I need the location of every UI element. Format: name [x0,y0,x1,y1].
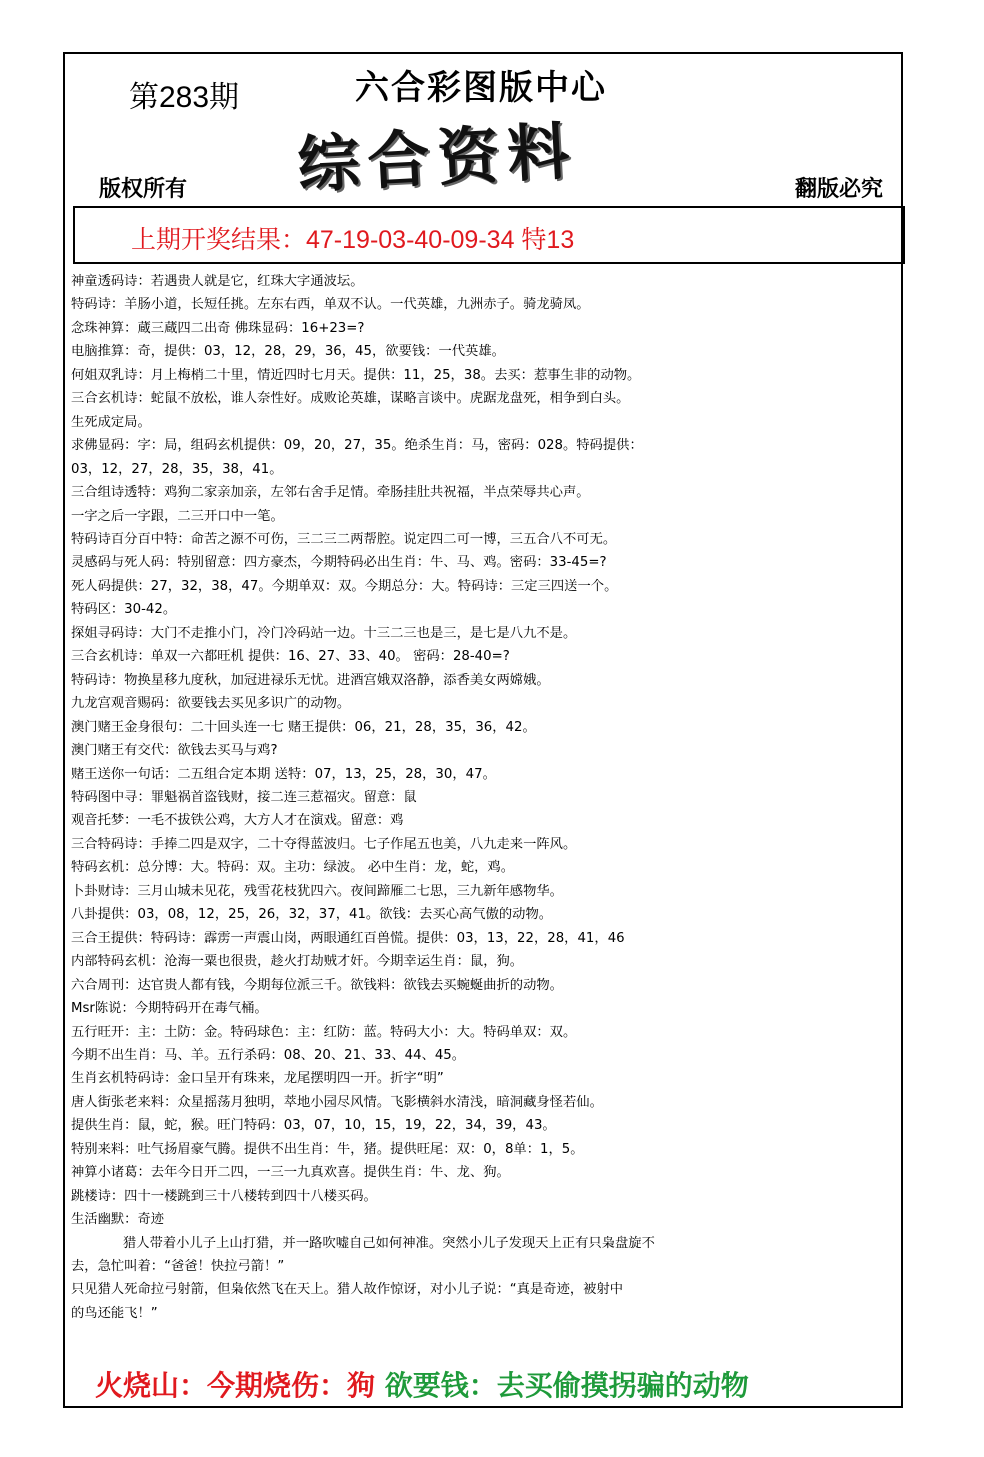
content-line: 猎人带着小儿子上山打猎，并一路吹嘘自己如何神准。突然小儿子发现天上正有只枭盘旋不 [123,1235,655,1251]
content-line: 念珠神算：蔵三蔵四二出奇 佛珠显码：16+23=? [71,320,365,336]
content-line: 只见猎人死命拉弓射箭，但枭依然飞在天上。猎人故作惊讶，对小儿子说：“真是奇迹，被射中 [71,1282,624,1298]
content-line: 特码诗百分百中特：命苦之源不可伤，三二三二两帮腔。说定四二可一博，三五合八不可无。 [71,531,617,547]
content-line: 何姐双乳诗：月上梅梢二十里，情近四时七月天。提供：11，25，38。去买：惹事生非的动物。 [71,367,641,383]
content-line: 生活幽默：奇迹 [71,1212,165,1228]
content-line: 唐人街张老来料：众星摇荡月独明，萃地小园尽风情。飞影横斜水清浅，暗洞藏身怪若仙。 [71,1094,603,1110]
bottom-banner [95,1364,749,1404]
banner-money: 欲要钱：去买偷摸拐骗的动物 [384,1369,749,1402]
content-line: 三合玄机诗：蛇鼠不放松，谁人奈性好。成败论英雄，谋略言谈中。虎踞龙盘死，相争到白头。 [71,391,630,407]
content-line: 今期不出生肖：马、羊。五行杀码：08、20、21、33、44、45。 [71,1047,466,1063]
content-line: 八卦提供：03，08，12，25，26，32，37，41。欲钱：去买心高气傲的动物。 [71,907,553,923]
content-line: 澳门赌王有交代：欲钱去买马与鸡? [71,743,278,759]
content-line: 神童透码诗：若遇贵人就是它，红珠大字通波坛。 [71,274,364,289]
content-line: 03，12，27，28，35，38，41。 [71,461,283,477]
last-result-box [73,206,905,264]
last-result-text: 上期开奖结果：47-19-03-40-09-34 特13 [131,226,575,254]
content-line: 生肖玄机特码诗：金口呈开有珠来，龙尾摆明四一开。折字“明” [71,1071,444,1087]
content-lines [71,270,901,1325]
content-line: 三合组诗透特：鸡狗二家亲加亲，左邻右舍手足情。牵肠挂肚共祝福，半点荣辱共心声。 [71,485,590,501]
copyright-notice: 版权所有 [99,177,188,202]
content-line: 特别来料：吐气扬眉豪气腾。提供不出生肖：牛，猪。提供旺尾：双：0，8单：1，5。 [71,1141,584,1157]
center-title: 六合彩图版中心 [355,68,607,108]
content-line: 特码诗：物换星移九度秋，加冠进禄乐无忧。进酒宫娥双洛静，添香美女两嫦娥。 [71,672,550,688]
content-line: 六合周刊：达官贵人都有钱，今期每位派三千。欲钱料：欲钱去买蜿蜒曲折的动物。 [71,977,563,993]
content-line: 生死成定局。 [71,414,151,430]
content-line: 电脑推算：奇，提供：03，12，28，29，36，45，欲要钱：一代英雄。 [71,344,505,360]
content-line: 特码区：30-42。 [71,602,177,618]
content-line: 探姐寻码诗：大门不走推小门，冷门冷码站一边。十三二三也是三，是七是八九不是。 [71,625,577,641]
content-line: 死人码提供：27，32，38，47。今期单双：双。今期总分：大。特码诗：三定三四送一个。 [71,578,618,594]
content-line: 的鸟还能飞！” [71,1305,158,1321]
content-line: 求佛显码：字：局，组码玄机提供：09，20，27，35。绝杀生肖：马，密码：028。特码提供： [71,438,643,454]
issue-number: 第283期 [129,81,240,114]
content-line: 三合特码诗：手捧二四是双字，二十夺得蓝波归。七子作尾五也美，八九走来一阵风。 [71,836,577,852]
main-title: 综合资料 [295,114,580,202]
content-line: 赌王送你一句话：二五组合定本期 送特：07，13，25，28，30，47。 [71,766,496,782]
banner-burn: 火烧山：今期烧伤：狗 [95,1369,385,1402]
content-line: 特码玄机：总分博：大。特码：双。主功：绿波。 必中生肖：龙，蛇，鸡。 [71,860,515,876]
content-line: 去，急忙叫着：“爸爸！快拉弓箭！” [71,1259,285,1275]
content-line: 提供生肖：鼠，蛇，猴。旺门特码：03，07，10，15，19，22，34，39，43。 [71,1118,556,1134]
content-line: 跳楼诗：四十一楼跳到三十八楼转到四十八楼买码。 [71,1188,377,1204]
content-line: 神算小诸葛：去年今日开二四，一三一九真欢喜。提供生肖：牛、龙、狗。 [71,1165,510,1181]
content-line: Msr陈说：今期特码开在毒气桶。 [71,1001,268,1017]
content-line: 九龙宫观音赐码：欲要钱去买见多识广的动物。 [71,696,351,712]
content-line: 五行旺开：主：土防：金。特码球色：主：红防：蓝。特码大小：大。特码单双：双。 [71,1024,577,1040]
content-line: 灵感码与死人码：特别留意：四方豪杰，今期特码必出生肖：牛、马、鸡。密码：33-45=? [71,555,607,571]
content-line: 观音托梦：一毛不拔铁公鸡，大方人才在演戏。留意：鸡 [71,813,404,829]
content-line: 澳门赌王金身很句：二十回头连一七 赌王提供：06，21，28，35，36，42。 [71,719,536,735]
content-line: 卜卦财诗：三月山城未见花，残雪花枝犹四六。夜间蹄雁二七思，三九新年感物华。 [71,883,563,899]
content-line: 特码诗：羊肠小道，长短任挑。左东右西，单双不认。一代英雄，九洲赤子。骑龙骑凤。 [71,297,590,313]
content-line: 三合玄机诗：单双一六都旺机 提供：16、27、33、40。 密码：28-40=? [71,649,510,665]
content-line: 内部特码玄机：沧海一粟也很贵，趁火打劫贼才奸。今期幸运生肖：鼠，狗。 [71,954,524,970]
document-sheet [63,52,903,1408]
content-line: 特码图中寻：罪魁祸首盗钱财，接二连三惹福灾。留意：鼠 [71,789,417,805]
piracy-warning: 翻版必究 [794,177,883,202]
content-line: 三合王提供：特码诗：霹雳一声震山岗，两眼通红百兽慌。提供：03，13，22，28，41，46 [71,930,625,946]
content-line: 一字之后一字跟，二三开口中一笔。 [71,508,284,524]
